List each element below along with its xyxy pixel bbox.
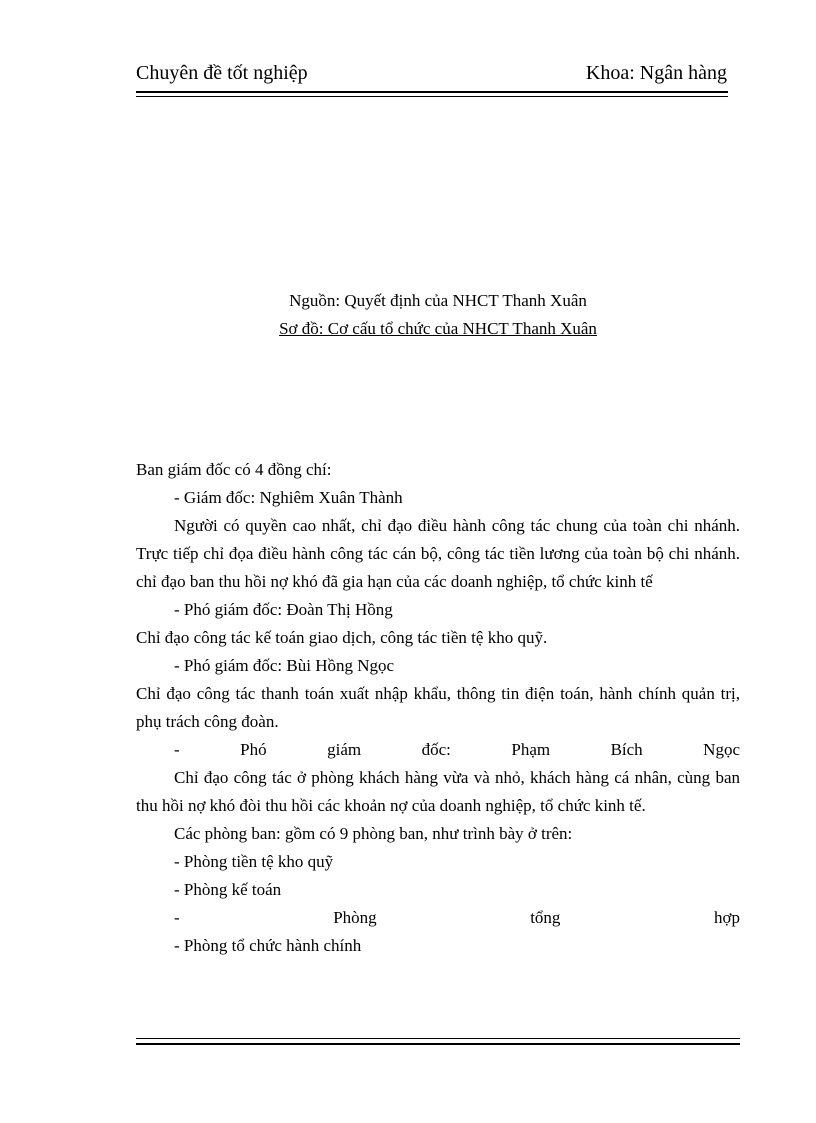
word: Phạm xyxy=(511,740,551,759)
word: - xyxy=(174,908,180,927)
word: Phòng xyxy=(333,908,377,927)
department-item: - Phòng kế toán xyxy=(174,880,282,899)
department-item: - Phòng tiền tệ kho quỹ xyxy=(174,852,334,871)
vice-director-2-label: - Phó giám đốc: Bùi Hồng Ngọc xyxy=(174,656,395,675)
word: giám xyxy=(327,740,362,759)
word: tổng xyxy=(530,908,561,927)
page-header xyxy=(136,62,727,94)
director-label: - Giám đốc: Nghiêm Xuân Thành xyxy=(174,488,403,507)
figure-title: Sơ đồ: Cơ cấu tổ chức của NHCT Thanh Xuân xyxy=(279,319,597,338)
vice-director-3-description: Chỉ đạo công tác ở phòng khách hàng vừa và nhỏ, khách hàng cá nhân, cùng ban thu hồi nợ khó đòi thu hồi các khoản nợ của doanh nghiệp, tổ chức kinh tế. xyxy=(136,768,740,815)
word: hợp xyxy=(713,908,740,927)
vice-director-1-label: - Phó giám đốc: Đoàn Thị Hồng xyxy=(174,600,393,619)
word: Bích xyxy=(610,740,643,759)
header-double-rule xyxy=(136,91,728,97)
header-faculty-label: Khoa: Ngân hàng xyxy=(585,62,727,84)
figure-source: Nguồn: Quyết định của NHCT Thanh Xuân xyxy=(289,291,587,310)
department-item: - Phòng tổ chức hành chính xyxy=(174,936,362,955)
word: Phó xyxy=(240,740,267,759)
director-description: Người có quyền cao nhất, chỉ đạo điều hành công tác chung của toàn chi nhánh. Trực tiếp chỉ đọa điều hành công tác cán bộ, công tác tiền lương của toàn bộ chi nhánh. chỉ đạo ban thu hồi nợ khó đã gia hạn của các doanh nghiệp, tổ chức kinh tế xyxy=(136,516,740,591)
department-item xyxy=(136,904,740,932)
vice-director-2-description: Chỉ đạo công tác thanh toán xuất nhập khẩu, thông tin điện toán, hành chính quản trị, phụ trách công đoàn. xyxy=(136,684,740,731)
departments-intro: Các phòng ban: gồm có 9 phòng ban, như trình bày ở trên: xyxy=(174,824,573,843)
word: - xyxy=(174,740,180,759)
vice-director-3-label xyxy=(136,736,740,764)
body-text xyxy=(136,456,740,960)
board-intro: Ban giám đốc có 4 đồng chí: xyxy=(136,460,332,479)
word: Ngọc xyxy=(703,740,740,759)
word: đốc: xyxy=(421,740,451,759)
header-thesis-label: Chuyên đề tốt nghiệp xyxy=(136,62,308,84)
vice-director-1-description: Chỉ đạo công tác kế toán giao dịch, công tác tiền tệ kho quỹ. xyxy=(136,628,548,647)
footer-double-rule xyxy=(136,1038,740,1045)
